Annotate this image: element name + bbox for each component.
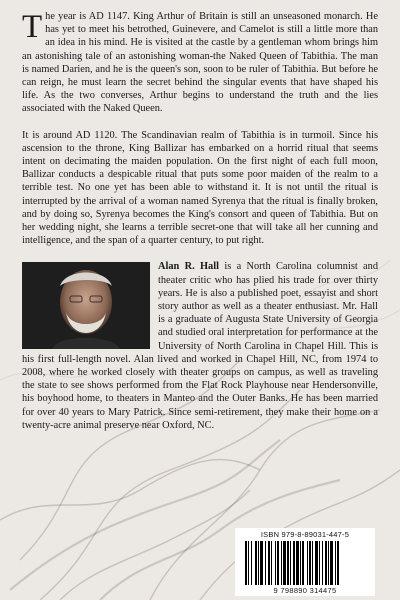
bio-text: is a North Carolina columnist and theater critic who has plied his trade for over thirty years. He is also a published poet, essayist and short story author as well as a theater enthusiast. Mr. Hall is a graduate of Augusta State University of Georgia and studied oral interpretation for performance at the University of North Carolina in Chapel Hill. This is his first full-length novel. Alan lived and worked in Chapel Hill, NC, from 1974 to 2008, where he worked closely with theater groups on campus, as well as traveling the state to see shows performed from the Flat Rock Playhouse near Hendersonville, his boyhood home, to theaters in Manteo and the Outer Banks. He has been married for over 40 years to Mary Patrick. Since semi-retirement, they make their home on a twenty-acre animal preserve near Oxford, NC. <box>22 261 378 431</box>
author-bio <box>22 260 378 432</box>
isbn-barcode-block <box>235 528 375 596</box>
barcode <box>245 541 365 585</box>
drop-cap: T <box>22 9 43 45</box>
synopsis-paragraph-2: It is around AD 1120. The Scandinavian realm of Tabithia is in turmoil. Since his ascension to the throne, King Ballizar has embarked on a horrid ritual that seems intent on decimating the maiden population. On the first night of each full moon, Ballizar conducts a despicable ritual that puts some poor maiden of the realm to a terrible test. No one yet has been able to withstand it. It is not until the ritual is interrupted by the arrival of a woman named Syrenya that the ritual is finally broken, and by doing so, Syrenya becomes the King's consort and queen of Tabithia. But on her wedding night, she learns a terrible secret-one that will take all her cunning and intelligence, and the span of a quarter century, to put right. <box>22 129 378 247</box>
author-name: Alan R. Hall <box>158 261 219 273</box>
synopsis-text-1: he year is AD 1147. King Arthur of Britain is still an unseasoned monarch. He has yet to meet his betrothed, Guinevere, and Camelot is still a little more than an idea in his mind. He is visited at the castle by a gentleman whom brings him an astonishing tale of an astonishing woman-the Naked Queen of Tabithia. The man is named Darien, and he is the queen's son, soon to be ruler of Tabithia. But before he can reign, he must learn the secret behind the singular events that have shaped his life. As the two converses, Arthur begins to understand the truth and the lies associated with the Naked Queen. <box>22 11 378 115</box>
cover-content <box>22 10 378 432</box>
barcode-digits: 9 798890 314475 <box>273 586 337 595</box>
author-photo <box>22 262 150 349</box>
synopsis-paragraph-1 <box>22 10 378 116</box>
isbn-label: ISBN 979-8-89031-447-5 <box>260 530 350 539</box>
